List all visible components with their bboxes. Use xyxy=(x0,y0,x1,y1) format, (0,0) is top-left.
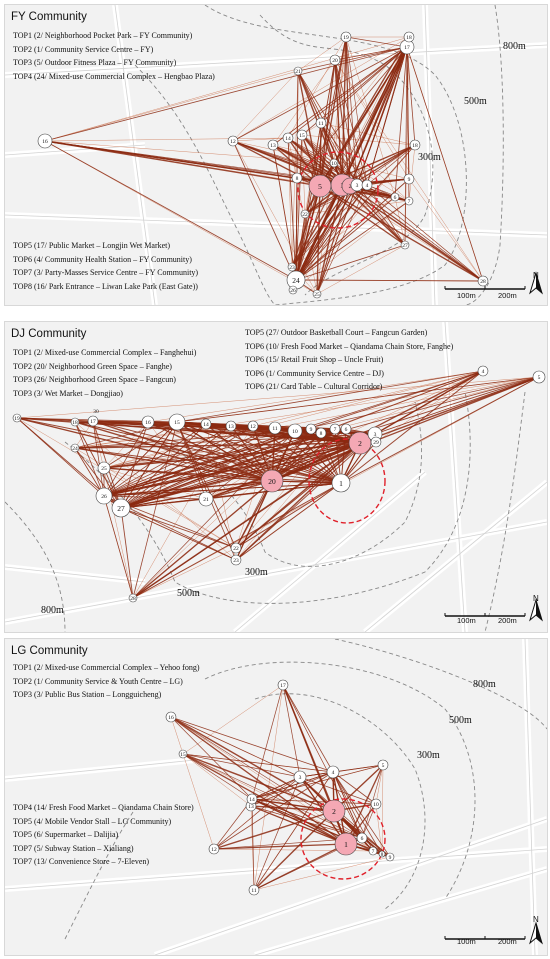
poi-node[interactable] xyxy=(231,555,241,565)
poi-node[interactable] xyxy=(330,159,338,167)
edge-layer xyxy=(171,685,390,890)
poi-node[interactable] xyxy=(410,140,420,150)
node-label: 26 xyxy=(101,494,107,500)
north-label: N xyxy=(533,594,539,603)
poi-node[interactable] xyxy=(228,136,238,146)
poi-node[interactable] xyxy=(294,67,302,75)
legend-top xyxy=(13,661,200,702)
node-label: 28 xyxy=(130,596,136,602)
legend-item: TOP6 (10/ Fresh Food Market – Qiandama Chain Store, Fanghe) xyxy=(245,341,454,351)
edge xyxy=(233,71,298,141)
edge xyxy=(407,47,483,281)
node-label: 1 xyxy=(339,479,343,488)
node-label: 12 xyxy=(250,424,256,430)
node-label: 27 xyxy=(117,504,125,513)
node-label: 14 xyxy=(285,136,291,142)
poi-node[interactable] xyxy=(93,409,99,415)
node-label: 1 xyxy=(344,840,348,849)
north-label: N xyxy=(533,271,539,280)
poi-node[interactable] xyxy=(88,416,98,426)
node-label: 11 xyxy=(251,888,257,894)
legend-item: TOP4 (14/ Fresh Food Market – Qiandama Chain Store) xyxy=(13,803,194,812)
node-label: 12 xyxy=(211,847,217,853)
edge xyxy=(45,138,288,141)
legend-item: TOP3 (5/ Outdoor Fitness Plaza – FY Community) xyxy=(13,58,177,67)
poi-node[interactable] xyxy=(316,428,326,438)
node-label: 3 xyxy=(373,432,377,438)
node-label: 2 xyxy=(358,439,362,448)
edge xyxy=(296,280,483,281)
legend-bottom xyxy=(13,239,198,293)
node-label: 25 xyxy=(314,292,320,298)
poi-node[interactable] xyxy=(335,833,357,855)
edge xyxy=(283,685,300,777)
distance-label-800: 800m xyxy=(473,679,496,690)
node-label: 15 xyxy=(174,420,180,426)
node-label: 8 xyxy=(319,431,323,437)
legend-item: TOP1 (2/ Neighborhood Pocket Park – FY Community) xyxy=(13,31,193,40)
legend-item: TOP6 (21/ Card Table – Cultural Corridor) xyxy=(245,382,383,391)
distance-label-500: 500m xyxy=(449,715,472,726)
poi-node[interactable] xyxy=(13,414,21,422)
node-label: 28 xyxy=(480,279,486,285)
node-label: 22 xyxy=(302,212,308,218)
edge xyxy=(236,483,341,560)
poi-node[interactable] xyxy=(283,133,293,143)
edge xyxy=(252,685,283,799)
poi-node[interactable] xyxy=(323,800,345,822)
buffer-line xyxy=(485,392,525,632)
poi-node[interactable] xyxy=(98,462,110,474)
node-label: 13 xyxy=(248,804,254,810)
poi-node[interactable] xyxy=(330,55,340,65)
node-label: 5 xyxy=(381,763,385,769)
node-label: 23 xyxy=(233,558,239,564)
edge xyxy=(254,857,390,890)
node-label: 4 xyxy=(481,369,485,375)
poi-node[interactable] xyxy=(294,771,306,783)
poi-node[interactable] xyxy=(391,193,399,201)
scale-bar xyxy=(445,286,525,289)
edge xyxy=(409,145,415,201)
node-label: 16 xyxy=(42,139,48,145)
node-label: 14 xyxy=(249,797,255,803)
edge xyxy=(300,765,383,777)
poi-node[interactable] xyxy=(357,833,367,843)
poi-node[interactable] xyxy=(327,766,339,778)
scale-label-100: 100m xyxy=(457,291,476,300)
node-label: 11 xyxy=(318,121,324,127)
node-label: 16 xyxy=(168,715,174,721)
panel-fy xyxy=(4,4,548,306)
poi-node[interactable] xyxy=(371,437,381,447)
poi-node[interactable] xyxy=(301,210,309,218)
edge xyxy=(183,754,251,806)
node-label: 30 xyxy=(93,409,99,415)
poi-node[interactable] xyxy=(261,470,283,492)
poi-node[interactable] xyxy=(348,179,363,191)
node-label: 18 xyxy=(412,143,418,149)
poi-node[interactable] xyxy=(71,444,79,452)
node-label: 11 xyxy=(272,426,278,432)
legend-item: TOP6 (4/ Community Health Station – FY Community) xyxy=(13,254,192,264)
panel-lg xyxy=(4,638,548,956)
node-label: 26 xyxy=(290,288,296,294)
poi-node[interactable] xyxy=(249,885,259,895)
legend-item: TOP2 (1/ Community Service & Youth Centre – LG) xyxy=(13,676,183,686)
north-arrow-icon xyxy=(530,600,542,620)
node-label: 17 xyxy=(404,45,410,51)
node-label: 8 xyxy=(295,176,299,182)
panel-title: DJ Community xyxy=(11,328,87,340)
node-label: 21 xyxy=(203,497,209,503)
node-label: 20 xyxy=(268,477,276,486)
poi-node[interactable] xyxy=(316,118,326,128)
node-label: 18 xyxy=(406,35,412,41)
node-label: 7 xyxy=(371,849,375,855)
node-label: 4 xyxy=(331,770,335,776)
node-label: 17 xyxy=(280,683,286,689)
node-label: 16 xyxy=(145,420,151,426)
poi-node[interactable] xyxy=(129,594,137,602)
poi-node[interactable] xyxy=(369,847,377,855)
legend-item: TOP7 (13/ Convenience Store – 7-Eleven) xyxy=(13,857,150,866)
poi-node[interactable] xyxy=(278,680,288,690)
poi-node[interactable] xyxy=(400,40,414,54)
poi-node[interactable] xyxy=(142,416,154,428)
poi-node[interactable] xyxy=(341,424,351,434)
legend-item: TOP6 (15/ Retail Fruit Shop – Uncle Fruit) xyxy=(245,355,384,364)
node-label: 19 xyxy=(14,416,20,422)
poi-node[interactable] xyxy=(349,432,371,454)
poi-node[interactable] xyxy=(179,750,187,758)
node-label: 7 xyxy=(407,199,411,205)
node-label: 25 xyxy=(101,466,107,472)
node-label: 6 xyxy=(393,195,397,201)
node-label: 24 xyxy=(72,446,78,452)
legend-item: TOP5 (17/ Public Market – Longjin Wet Market) xyxy=(13,241,171,250)
legend-item: TOP6 (1/ Community Service Centre – DJ) xyxy=(245,368,384,378)
poi-node[interactable] xyxy=(287,271,305,289)
legend-item: TOP1 (2/ Mixed-use Commercial Complex – Fanghehui) xyxy=(13,348,197,357)
poi-node[interactable] xyxy=(405,197,413,205)
node-label: 20 xyxy=(332,58,338,64)
node-label: 3 xyxy=(298,775,302,781)
poi-node[interactable] xyxy=(269,422,281,434)
poi-node[interactable] xyxy=(401,241,409,249)
node-label: 29 xyxy=(373,440,379,446)
node-label: 19 xyxy=(343,35,349,41)
node-label: 18 xyxy=(72,420,78,426)
node-label: 10 xyxy=(373,802,379,808)
poi-node[interactable] xyxy=(169,414,185,430)
panel-title: FY Community xyxy=(11,11,87,23)
edge xyxy=(214,844,346,849)
node-label: 2 xyxy=(348,184,352,190)
poi-node[interactable] xyxy=(201,419,211,429)
distance-label-300: 300m xyxy=(245,567,268,578)
poi-node[interactable] xyxy=(371,799,381,809)
poi-node[interactable] xyxy=(226,421,236,431)
node-label: 5 xyxy=(537,375,541,381)
legend-item: TOP7 (3/ Party-Masses Service Centre – FY Community) xyxy=(13,268,199,277)
legend-bottom xyxy=(13,801,194,869)
poi-node[interactable] xyxy=(404,32,414,42)
node-label: 13 xyxy=(270,143,276,149)
legend-item: TOP4 (24/ Mixed-use Commercial Complex – Hengbao Plaza) xyxy=(13,71,215,81)
edge xyxy=(382,765,383,854)
north-label: N xyxy=(533,915,539,924)
edge xyxy=(121,508,236,560)
node-label: 22 xyxy=(233,546,239,552)
legend-right xyxy=(245,326,453,394)
node-label: 2 xyxy=(332,807,336,816)
node-label: 7 xyxy=(333,427,337,433)
node-label: 9 xyxy=(309,427,313,433)
distance-label-300: 300m xyxy=(418,152,441,163)
poi-node[interactable] xyxy=(288,424,302,438)
node-label: 6 xyxy=(360,836,364,842)
node-label: 10 xyxy=(331,161,337,167)
node-label: 9 xyxy=(388,855,392,861)
legend-top xyxy=(13,346,196,400)
poi-node[interactable] xyxy=(386,853,394,861)
legend-top xyxy=(13,29,215,83)
poi-node[interactable] xyxy=(309,175,331,197)
legend-item: TOP2 (1/ Community Service Centre – FY) xyxy=(13,44,154,54)
distance-label-300: 300m xyxy=(417,750,440,761)
poi-node[interactable] xyxy=(209,844,219,854)
poi-node[interactable] xyxy=(313,290,321,298)
poi-node[interactable] xyxy=(306,424,316,434)
poi-node[interactable] xyxy=(96,488,112,504)
legend-item: TOP8 (16/ Park Entrance – Liwan Lake Park (East Gate)) xyxy=(13,281,198,291)
distance-label-800: 800m xyxy=(503,41,526,52)
legend-item: TOP1 (2/ Mixed-use Commercial Complex – Yehoo fong) xyxy=(13,663,200,672)
poi-node[interactable] xyxy=(288,263,296,271)
poi-node[interactable] xyxy=(478,366,488,376)
node-label: 15 xyxy=(180,752,186,758)
buffer-line xyxy=(335,639,547,729)
panel-title: LG Community xyxy=(11,645,88,657)
node-label: 4 xyxy=(365,183,369,189)
node-label: 8 xyxy=(380,852,384,858)
node-label: 14 xyxy=(203,422,209,428)
poi-node[interactable] xyxy=(332,474,350,492)
legend-item: TOP5 (4/ Mobile Vendor Stall – LG Community) xyxy=(13,816,172,826)
poi-node[interactable] xyxy=(248,421,258,431)
poi-node[interactable] xyxy=(362,180,372,190)
poi-node[interactable] xyxy=(378,760,388,770)
node-label: 10 xyxy=(292,429,298,435)
edge xyxy=(171,717,300,777)
distance-label-500: 500m xyxy=(464,96,487,107)
scale-label-100: 100m xyxy=(457,616,476,625)
poi-node[interactable] xyxy=(330,424,340,434)
node-label: 23 xyxy=(289,265,295,271)
poi-node[interactable] xyxy=(112,499,130,517)
edge xyxy=(17,418,104,496)
scale-label-200: 200m xyxy=(498,291,517,300)
node-label: 12 xyxy=(230,139,236,145)
legend-item: TOP7 (5/ Subway Station – Xialiang) xyxy=(13,843,134,853)
poi-node[interactable] xyxy=(292,173,302,183)
poi-node[interactable] xyxy=(297,130,307,140)
scale-label-100: 100m xyxy=(457,937,476,946)
edge xyxy=(283,685,333,772)
legend-item: TOP3 (26/ Neighborhood Green Space – Fangcun) xyxy=(13,375,176,384)
panel-dj xyxy=(4,321,548,633)
poi-node[interactable] xyxy=(341,32,351,42)
poi-node[interactable] xyxy=(166,712,176,722)
poi-node[interactable] xyxy=(533,371,545,383)
legend-item: TOP5 (6/ Supermarket – Dalijia) xyxy=(13,830,119,839)
legend-item: TOP3 (3/ Public Bus Station – Longguicheng) xyxy=(13,690,162,699)
node-label: 13 xyxy=(228,424,234,430)
distance-label-500: 500m xyxy=(177,588,200,599)
node-label: 15 xyxy=(299,133,305,139)
node-label: 17 xyxy=(90,419,96,425)
node-label: 5 xyxy=(318,182,322,191)
legend-item: TOP2 (20/ Neighborhood Green Space – Fanghe) xyxy=(13,361,172,371)
poi-node[interactable] xyxy=(289,286,297,294)
distance-label-800: 800m xyxy=(41,605,64,616)
poi-node[interactable] xyxy=(379,851,385,858)
poi-node[interactable] xyxy=(268,140,278,150)
node-label: 6 xyxy=(344,427,348,433)
poi-node[interactable] xyxy=(404,174,414,184)
poi-node[interactable] xyxy=(247,794,257,804)
scale-label-200: 200m xyxy=(498,937,517,946)
poi-node[interactable] xyxy=(478,276,488,286)
scale-label-200: 200m xyxy=(498,616,517,625)
legend-item: TOP3 (3/ Wet Market – Dongjiao) xyxy=(13,388,123,398)
poi-node[interactable] xyxy=(231,543,241,553)
node-label: 24 xyxy=(292,276,300,285)
node-label: 21 xyxy=(295,69,301,75)
legend-item: TOP5 (27/ Outdoor Basketball Court – Fangcun Garden) xyxy=(245,328,428,337)
node-label: 27 xyxy=(402,243,408,249)
poi-node[interactable] xyxy=(199,492,213,506)
node-label: 9 xyxy=(407,177,411,183)
edge xyxy=(75,422,104,496)
node-label: 3 xyxy=(355,183,359,189)
poi-node[interactable] xyxy=(71,418,79,426)
poi-node[interactable] xyxy=(38,134,52,148)
